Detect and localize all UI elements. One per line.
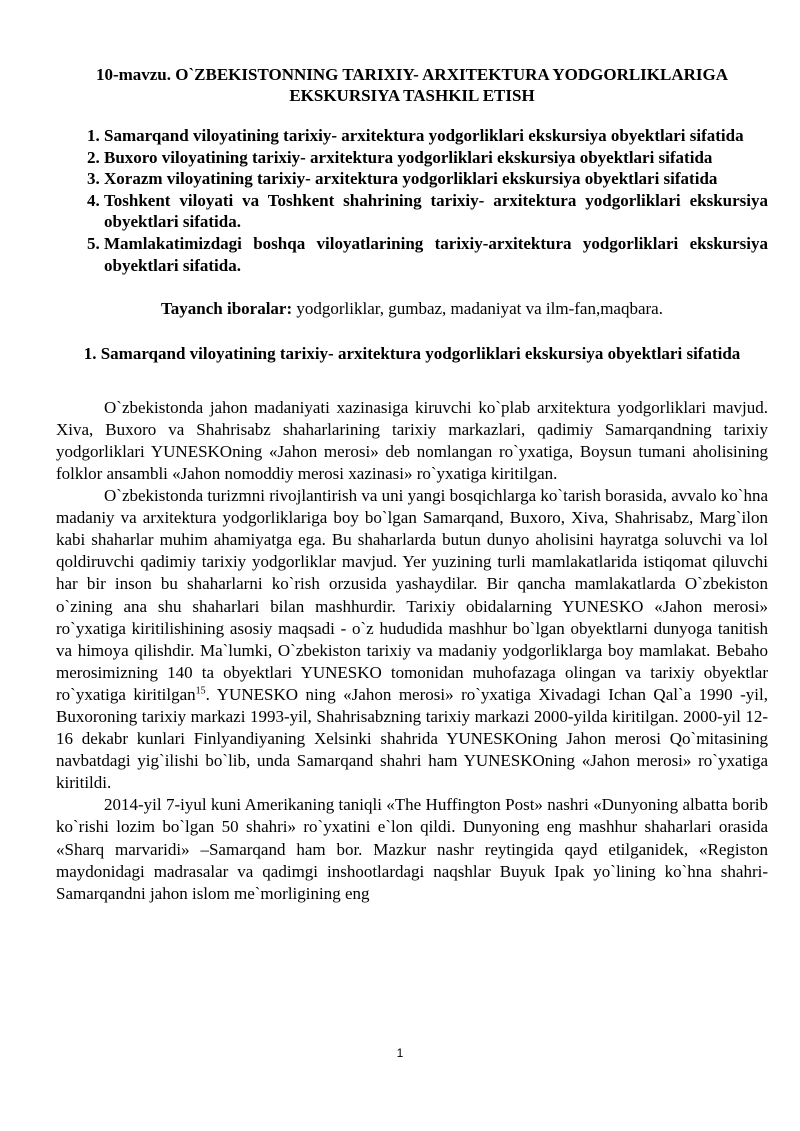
- paragraph-text: O`zbekistonda turizmni rivojlantirish va uni yangi bosqichlarga ko`tarish borasida, avvalo ko`hna madaniy va arxitektura yodgorliklariga boy bo`lgan Samarqand, Buxoro, Xiva, Shahrisabz, Marg`ilon kabi shaharlar muhim ahamiyatga ega. Bu shaharlarda butun dunyo aholisini hayratga soluvchi va lol qoldiruvchi qadimiy tarixiy yodgorliklar mavjud. Yer yuzining turli mamlakatlarida istiqomat qiluvchi har bir inson bu shaharlarni ko`rish orzusida yashaydilar. Bir qancha mamlakatlarda O`zbekiston o`zining ana shu shaharlari bilan mashhurdir. Tarixiy obidalarning YUNESKO «Jahon merosi» ro`yxatiga kiritilishining asosiy maqsadi - o`z hududida mashhur bo`lgan obyektlarni dunyoga tanitish va himoya qilishdir. Ma`lumki, O`zbekiston tarixiy va madaniy yodgorliklarga boy mamlakat. Bebaho merosimizning 140 ta obyektlari YUNESKO tomonidan muhofazaga olingan va tarixiy obyektlar ro`yxatiga kiritilgan: [56, 486, 768, 704]
- topic-item: 5. Mamlakatimizdagi boshqa viloyatlarining tarixiy-arxitektura yodgorliklari ekskursiya obyektlari sifatida.: [104, 233, 768, 276]
- topic-item: 3. Xorazm viloyatining tarixiy- arxitektura yodgorliklari ekskursiya obyektlari sifatida: [104, 168, 768, 190]
- page-title: 10-mavzu. O`ZBEKISTONNING TARIXIY- ARXITEKTURA YODGORLIKLARIGA EKSKURSIYA TASHKIL ETISH: [95, 65, 729, 105]
- topic-list: [56, 125, 768, 276]
- topic-item: 4. Toshkent viloyati va Toshkent shahrining tarixiy- arxitektura yodgorliklari ekskursiya obyektlari sifatida.: [104, 190, 768, 233]
- keywords-line: [56, 298, 768, 319]
- paragraph: [56, 485, 768, 794]
- topic-item: 1. Samarqand viloyatining tarixiy- arxitektura yodgorliklari ekskursiya obyektlari sifatida: [104, 125, 768, 147]
- paragraph-text: . YUNESKO ning «Jahon merosi» ro`yxatiga Xivadagi Ichan Qal`a 1990 -yil, Buxoroning tarixiy markazi 1993-yil, Shahrisabzning tarixiy markazi 2000-yilda kiritilgan. 2000-yil 12-16 dekabr kunlari Finlyandiyaning Xelsinki shahrida YUNESKOning Jahon merosi Qo`mitasining navbatdagi yig`ilishi bo`lib, unda Samarqand shahri ham YUNESKOning «Jahon merosi» ro`yxatiga kiritildi.: [56, 684, 769, 793]
- paragraph: O`zbekistonda jahon madaniyati xazinasiga kiruvchi ko`plab arxitektura yodgorliklari mavjud. Xiva, Buxoro va Shahrisabz shaharlarining tarixiy markazlari, qadimiy Samarqandning tarixiy yodgorliklari YUNESKOning «Jahon merosi» deb nomlangan ro`yxatiga, Boysun tumani aholisining folklor ansambli «Jahon nomoddiy merosi xazinasi» ro`yxatiga kiritilgan.: [56, 397, 768, 483]
- section-heading: 1. Samarqand viloyatining tarixiy- arxitektura yodgorliklari ekskursiya obyektlari sifatida: [83, 344, 741, 364]
- body-text: [56, 397, 768, 905]
- keywords-text: yodgorliklar, gumbaz, madaniyat va ilm-fan,maqbara.: [292, 299, 663, 319]
- page-number: 1: [396, 1046, 404, 1060]
- keywords-label: Tayanch iboralar:: [161, 299, 293, 319]
- document-page: [56, 64, 768, 905]
- topic-item: 2. Buxoro viloyatining tarixiy- arxitektura yodgorliklari ekskursiya obyektlari sifatida: [104, 147, 768, 169]
- footnote-ref: 15: [195, 685, 206, 697]
- paragraph: 2014-yil 7-iyul kuni Amerikaning taniqli «The Huffington Post» nashri «Dunyoning albatta borib ko`rishi lozim bo`lgan 50 shahri» ro`yxatini e`lon qildi. Dunyoning eng mashhur shaharlari orasida «Sharq marvaridi» –Samarqand ham bor. Mazkur nashr reytingida qayd etilganidek, «Registon maydonidagi madrasalar va qadimgi inshootlardagi naqshlar Buyuk Ipak yo`lining ko`hna shahri-Samarqandni jahon islom me`morligining eng: [56, 795, 768, 903]
